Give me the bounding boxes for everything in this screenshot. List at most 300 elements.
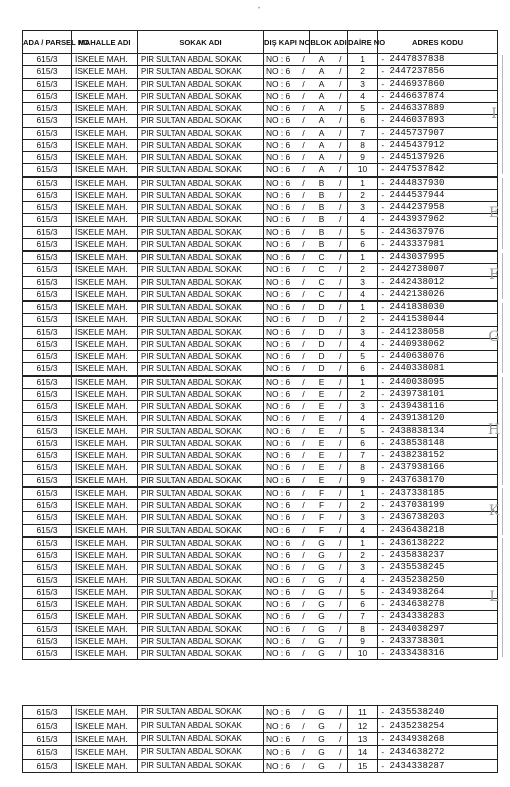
dis-kapi-cell: NO : 6 [264, 500, 298, 512]
sokak-cell: PIR SULTAN ABDAL SOKAK [138, 437, 264, 449]
separator-cell: / [334, 562, 348, 574]
dash-cell: - [378, 363, 388, 376]
separator-cell: / [298, 90, 310, 102]
dash-cell: - [378, 251, 388, 264]
adres-kodu-cell: 2439438116 [388, 401, 498, 413]
table-row [23, 351, 498, 363]
daire-cell: 6 [348, 238, 378, 251]
ada-parsel-cell: 615/3 [23, 635, 72, 647]
ada-parsel-cell: 615/3 [23, 759, 72, 772]
mahalle-cell: İSKELE MAH. [72, 326, 138, 338]
scan-speck: • [258, 6, 261, 12]
blok-cell: C [310, 276, 334, 288]
daire-cell: 3 [348, 276, 378, 288]
sokak-cell: PIR SULTAN ABDAL SOKAK [138, 599, 264, 611]
adres-kodu-cell: 2439138120 [388, 413, 498, 425]
dis-kapi-cell: NO : 6 [264, 164, 298, 177]
mahalle-cell: İSKELE MAH. [72, 139, 138, 151]
ada-parsel-cell: 615/3 [23, 363, 72, 376]
mahalle-cell: İSKELE MAH. [72, 611, 138, 623]
separator-cell: / [298, 189, 310, 201]
dis-kapi-cell: NO : 6 [264, 338, 298, 350]
separator-cell: / [334, 623, 348, 635]
blok-cell: B [310, 214, 334, 226]
separator-cell: / [298, 103, 310, 115]
adres-kodu-cell: 2434938264 [388, 586, 498, 598]
daire-cell: 7 [348, 127, 378, 139]
separator-cell: / [298, 376, 310, 389]
blok-cell: E [310, 376, 334, 389]
dash-cell: - [378, 264, 388, 276]
dash-cell: - [378, 338, 388, 350]
daire-cell: 2 [348, 550, 378, 562]
mahalle-cell: İSKELE MAH. [72, 388, 138, 400]
adres-kodu-cell: 2438538148 [388, 437, 498, 449]
blok-cell: D [310, 338, 334, 350]
blok-cell: G [310, 635, 334, 647]
ada-parsel-cell: 615/3 [23, 90, 72, 102]
table-row [23, 462, 498, 474]
address-table [22, 30, 498, 660]
dash-cell: - [378, 103, 388, 115]
daire-cell: 5 [348, 103, 378, 115]
separator-cell: / [334, 413, 348, 425]
ada-parsel-cell: 615/3 [23, 351, 72, 363]
separator-cell: / [334, 214, 348, 226]
ada-parsel-cell: 615/3 [23, 450, 72, 462]
dis-kapi-cell: NO : 6 [264, 537, 298, 550]
separator-cell: / [298, 746, 310, 759]
dis-kapi-cell: NO : 6 [264, 139, 298, 151]
blok-cell: E [310, 437, 334, 449]
blok-cell: A [310, 139, 334, 151]
table-row [23, 189, 498, 201]
dash-cell: - [378, 90, 388, 102]
ada-parsel-cell: 615/3 [23, 226, 72, 238]
dash-cell: - [378, 139, 388, 151]
blok-cell: G [310, 550, 334, 562]
adres-kodu-cell: 2444237958 [388, 202, 498, 214]
adres-kodu-cell: 2443637976 [388, 226, 498, 238]
sokak-cell: PIR SULTAN ABDAL SOKAK [138, 177, 264, 190]
blok-cell: D [310, 363, 334, 376]
adres-kodu-cell: 2437638170 [388, 474, 498, 487]
mahalle-cell: İSKELE MAH. [72, 238, 138, 251]
table-row [23, 599, 498, 611]
dash-cell: - [378, 462, 388, 474]
dis-kapi-cell: NO : 6 [264, 599, 298, 611]
dash-cell: - [378, 54, 388, 66]
table-row [23, 425, 498, 437]
daire-cell: 3 [348, 78, 378, 90]
sokak-cell: PIR SULTAN ABDAL SOKAK [138, 189, 264, 201]
table-body [23, 54, 498, 660]
table-row [23, 139, 498, 151]
mahalle-cell: İSKELE MAH. [72, 524, 138, 537]
separator-cell: / [298, 66, 310, 78]
daire-cell: 15 [348, 759, 378, 772]
separator-cell: / [334, 732, 348, 745]
daire-cell: 2 [348, 264, 378, 276]
table-row [23, 363, 498, 376]
dis-kapi-cell: NO : 6 [264, 276, 298, 288]
separator-cell: / [334, 139, 348, 151]
separator-cell: / [334, 425, 348, 437]
dash-cell: - [378, 524, 388, 537]
adres-kodu-cell: 2441238058 [388, 326, 498, 338]
dis-kapi-cell: NO : 6 [264, 388, 298, 400]
dash-cell: - [378, 276, 388, 288]
sokak-cell: PIR SULTAN ABDAL SOKAK [138, 226, 264, 238]
dash-cell: - [378, 301, 388, 314]
adres-kodu-cell: 2435538245 [388, 562, 498, 574]
blok-cell: G [310, 706, 334, 719]
sokak-cell: PIR SULTAN ABDAL SOKAK [138, 202, 264, 214]
dis-kapi-cell: NO : 6 [264, 288, 298, 301]
daire-cell: 5 [348, 586, 378, 598]
ada-parsel-cell: 615/3 [23, 474, 72, 487]
separator-cell: / [298, 202, 310, 214]
table-row [23, 78, 498, 90]
mahalle-cell: İSKELE MAH. [72, 599, 138, 611]
separator-cell: / [334, 500, 348, 512]
daire-cell: 2 [348, 500, 378, 512]
table-row [23, 103, 498, 115]
ada-parsel-cell: 615/3 [23, 550, 72, 562]
separator-cell: / [298, 623, 310, 635]
adres-kodu-cell: 2437038199 [388, 500, 498, 512]
daire-cell: 3 [348, 562, 378, 574]
adres-kodu-cell: 2435838237 [388, 550, 498, 562]
separator-cell: / [298, 139, 310, 151]
separator-cell: / [298, 413, 310, 425]
daire-cell: 4 [348, 288, 378, 301]
separator-cell: / [334, 54, 348, 66]
dash-cell: - [378, 351, 388, 363]
separator-cell: / [334, 462, 348, 474]
dis-kapi-cell: NO : 6 [264, 90, 298, 102]
separator-cell: / [298, 635, 310, 647]
mahalle-cell: İSKELE MAH. [72, 437, 138, 449]
adres-kodu-cell: 2435238254 [388, 719, 498, 732]
ada-parsel-cell: 615/3 [23, 164, 72, 177]
daire-cell: 8 [348, 623, 378, 635]
ada-parsel-cell: 615/3 [23, 388, 72, 400]
dash-cell: - [378, 450, 388, 462]
dis-kapi-cell: NO : 6 [264, 759, 298, 772]
table-row [23, 746, 498, 759]
table-row [23, 401, 498, 413]
daire-cell: 5 [348, 351, 378, 363]
adres-kodu-cell: 2436438218 [388, 524, 498, 537]
separator-cell: / [298, 226, 310, 238]
separator-cell: / [298, 401, 310, 413]
table-row [23, 635, 498, 647]
mahalle-cell: İSKELE MAH. [72, 635, 138, 647]
separator-cell: / [298, 550, 310, 562]
mahalle-cell: İSKELE MAH. [72, 550, 138, 562]
adres-kodu-cell: 2434938268 [388, 732, 498, 745]
separator-cell: / [334, 487, 348, 500]
dis-kapi-cell: NO : 6 [264, 450, 298, 462]
ada-parsel-cell: 615/3 [23, 202, 72, 214]
dis-kapi-cell: NO : 6 [264, 54, 298, 66]
table-row [23, 487, 498, 500]
dis-kapi-cell: NO : 6 [264, 152, 298, 164]
adres-kodu-cell: 2444537944 [388, 189, 498, 201]
separator-cell: / [334, 127, 348, 139]
dash-cell: - [378, 288, 388, 301]
dis-kapi-cell: NO : 6 [264, 238, 298, 251]
table-row [23, 202, 498, 214]
table-row [23, 759, 498, 772]
ada-parsel-cell: 615/3 [23, 139, 72, 151]
blok-cell: F [310, 500, 334, 512]
dis-kapi-cell: NO : 6 [264, 351, 298, 363]
dash-cell: - [378, 562, 388, 574]
mahalle-cell: İSKELE MAH. [72, 413, 138, 425]
sokak-cell: PIR SULTAN ABDAL SOKAK [138, 474, 264, 487]
adres-kodu-cell: 2438238152 [388, 450, 498, 462]
dash-cell: - [378, 623, 388, 635]
sokak-cell: PIR SULTAN ABDAL SOKAK [138, 54, 264, 66]
separator-cell: / [334, 301, 348, 314]
dash-cell: - [378, 66, 388, 78]
dash-cell: - [378, 78, 388, 90]
blok-cell: A [310, 115, 334, 127]
blok-cell: G [310, 648, 334, 660]
adres-kodu-cell: 2440638076 [388, 351, 498, 363]
table-row [23, 437, 498, 449]
table-row [23, 562, 498, 574]
separator-cell: / [298, 759, 310, 772]
ada-parsel-cell: 615/3 [23, 413, 72, 425]
blok-cell: G [310, 586, 334, 598]
adres-kodu-cell: 2434638272 [388, 746, 498, 759]
separator-cell: / [334, 152, 348, 164]
table-row [23, 264, 498, 276]
adres-kodu-cell: 2443337981 [388, 238, 498, 251]
separator-cell: / [298, 648, 310, 660]
separator-cell: / [334, 115, 348, 127]
ada-parsel-cell: 615/3 [23, 338, 72, 350]
mahalle-cell: İSKELE MAH. [72, 202, 138, 214]
dash-cell: - [378, 537, 388, 550]
adres-kodu-cell: 2435238250 [388, 574, 498, 586]
adres-kodu-cell: 2435538240 [388, 706, 498, 719]
header-dis-kapi: DIŞ KAPI NO [264, 31, 310, 54]
ada-parsel-cell: 615/3 [23, 103, 72, 115]
mahalle-cell: İSKELE MAH. [72, 706, 138, 719]
blok-cell: G [310, 611, 334, 623]
table-row [23, 314, 498, 326]
separator-cell: / [298, 238, 310, 251]
ada-parsel-cell: 615/3 [23, 719, 72, 732]
mahalle-cell: İSKELE MAH. [72, 574, 138, 586]
daire-cell: 11 [348, 706, 378, 719]
separator-cell: / [334, 238, 348, 251]
separator-cell: / [298, 500, 310, 512]
sokak-cell: PIR SULTAN ABDAL SOKAK [138, 425, 264, 437]
daire-cell: 6 [348, 599, 378, 611]
daire-cell: 7 [348, 611, 378, 623]
sokak-cell: PIR SULTAN ABDAL SOKAK [138, 90, 264, 102]
table-row [23, 238, 498, 251]
separator-cell: / [334, 164, 348, 177]
separator-cell: / [334, 288, 348, 301]
dash-cell: - [378, 512, 388, 524]
mahalle-cell: İSKELE MAH. [72, 78, 138, 90]
table-row [23, 214, 498, 226]
blok-cell: D [310, 301, 334, 314]
separator-cell: / [334, 537, 348, 550]
dis-kapi-cell: NO : 6 [264, 623, 298, 635]
mahalle-cell: İSKELE MAH. [72, 562, 138, 574]
dis-kapi-cell: NO : 6 [264, 202, 298, 214]
table-row [23, 115, 498, 127]
ada-parsel-cell: 615/3 [23, 326, 72, 338]
blok-cell: F [310, 487, 334, 500]
sokak-cell: PIR SULTAN ABDAL SOKAK [138, 719, 264, 732]
daire-cell: 4 [348, 338, 378, 350]
daire-cell: 4 [348, 574, 378, 586]
mahalle-cell: İSKELE MAH. [72, 462, 138, 474]
mahalle-cell: İSKELE MAH. [72, 719, 138, 732]
adres-kodu-cell: 2434038297 [388, 623, 498, 635]
table-row [23, 623, 498, 635]
separator-cell: / [298, 425, 310, 437]
daire-cell: 2 [348, 314, 378, 326]
adres-kodu-cell: 2434338287 [388, 759, 498, 772]
blok-cell: A [310, 164, 334, 177]
separator-cell: / [334, 177, 348, 190]
sokak-cell: PIR SULTAN ABDAL SOKAK [138, 115, 264, 127]
separator-cell: / [298, 487, 310, 500]
blok-cell: E [310, 474, 334, 487]
header-ada: ADA / PARSEL NO [23, 31, 72, 54]
sokak-cell: PIR SULTAN ABDAL SOKAK [138, 623, 264, 635]
dis-kapi-cell: NO : 6 [264, 425, 298, 437]
ada-parsel-cell: 615/3 [23, 189, 72, 201]
mahalle-cell: İSKELE MAH. [72, 66, 138, 78]
daire-cell: 4 [348, 90, 378, 102]
mahalle-cell: İSKELE MAH. [72, 226, 138, 238]
daire-cell: 6 [348, 363, 378, 376]
separator-cell: / [298, 706, 310, 719]
table-row [23, 301, 498, 314]
dis-kapi-cell: NO : 6 [264, 301, 298, 314]
sokak-cell: PIR SULTAN ABDAL SOKAK [138, 401, 264, 413]
group-letter-mark: K [488, 502, 500, 519]
separator-cell: / [334, 586, 348, 598]
separator-cell: / [334, 574, 348, 586]
daire-cell: 8 [348, 462, 378, 474]
sokak-cell: PIR SULTAN ABDAL SOKAK [138, 363, 264, 376]
ada-parsel-cell: 615/3 [23, 115, 72, 127]
separator-cell: / [334, 326, 348, 338]
ada-parsel-cell: 615/3 [23, 288, 72, 301]
blok-cell: G [310, 623, 334, 635]
table-row [23, 611, 498, 623]
sokak-cell: PIR SULTAN ABDAL SOKAK [138, 500, 264, 512]
sokak-cell: PIR SULTAN ABDAL SOKAK [138, 562, 264, 574]
ada-parsel-cell: 615/3 [23, 462, 72, 474]
sokak-cell: PIR SULTAN ABDAL SOKAK [138, 759, 264, 772]
dash-cell: - [378, 152, 388, 164]
daire-cell: 8 [348, 139, 378, 151]
table-row [23, 450, 498, 462]
blok-cell: G [310, 562, 334, 574]
dis-kapi-cell: NO : 6 [264, 326, 298, 338]
ada-parsel-cell: 615/3 [23, 599, 72, 611]
table-row [23, 276, 498, 288]
separator-cell: / [334, 437, 348, 449]
daire-cell: 13 [348, 732, 378, 745]
table-row [23, 586, 498, 598]
adres-kodu-cell: 2443937962 [388, 214, 498, 226]
adres-kodu-cell: 2439738101 [388, 388, 498, 400]
separator-cell: / [298, 351, 310, 363]
header-sokak: SOKAK ADI [138, 31, 264, 54]
separator-cell: / [334, 276, 348, 288]
blok-cell: F [310, 512, 334, 524]
separator-cell: / [334, 264, 348, 276]
table-row [23, 574, 498, 586]
separator-cell: / [298, 214, 310, 226]
adres-kodu-cell: 2442438012 [388, 276, 498, 288]
ada-parsel-cell: 615/3 [23, 214, 72, 226]
table-row [23, 288, 498, 301]
dash-cell: - [378, 189, 388, 201]
adres-kodu-cell: 2440038095 [388, 376, 498, 389]
ada-parsel-cell: 615/3 [23, 251, 72, 264]
separator-cell: / [298, 288, 310, 301]
blok-cell: C [310, 251, 334, 264]
dash-cell: - [378, 474, 388, 487]
blok-cell: C [310, 264, 334, 276]
adres-kodu-cell: 2436138222 [388, 537, 498, 550]
dis-kapi-cell: NO : 6 [264, 746, 298, 759]
sokak-cell: PIR SULTAN ABDAL SOKAK [138, 550, 264, 562]
table-row [23, 706, 498, 719]
blok-cell: B [310, 238, 334, 251]
sokak-cell: PIR SULTAN ABDAL SOKAK [138, 338, 264, 350]
dis-kapi-cell: NO : 6 [264, 732, 298, 745]
blok-cell: D [310, 326, 334, 338]
daire-cell: 7 [348, 450, 378, 462]
ada-parsel-cell: 615/3 [23, 127, 72, 139]
dash-cell: - [378, 376, 388, 389]
sokak-cell: PIR SULTAN ABDAL SOKAK [138, 103, 264, 115]
table-row [23, 413, 498, 425]
mahalle-cell: İSKELE MAH. [72, 487, 138, 500]
dis-kapi-cell: NO : 6 [264, 115, 298, 127]
dis-kapi-cell: NO : 6 [264, 719, 298, 732]
blok-cell: E [310, 425, 334, 437]
adres-kodu-cell: 2446937860 [388, 78, 498, 90]
header-row [23, 31, 498, 54]
group-letter-mark: G [488, 329, 500, 345]
adres-kodu-cell: 2437938166 [388, 462, 498, 474]
adres-kodu-cell: 2440338081 [388, 363, 498, 376]
dis-kapi-cell: NO : 6 [264, 103, 298, 115]
blok-cell: A [310, 103, 334, 115]
appended-address-table [22, 705, 498, 773]
blok-cell: E [310, 401, 334, 413]
dash-cell: - [378, 326, 388, 338]
separator-cell: / [334, 66, 348, 78]
separator-cell: / [334, 78, 348, 90]
